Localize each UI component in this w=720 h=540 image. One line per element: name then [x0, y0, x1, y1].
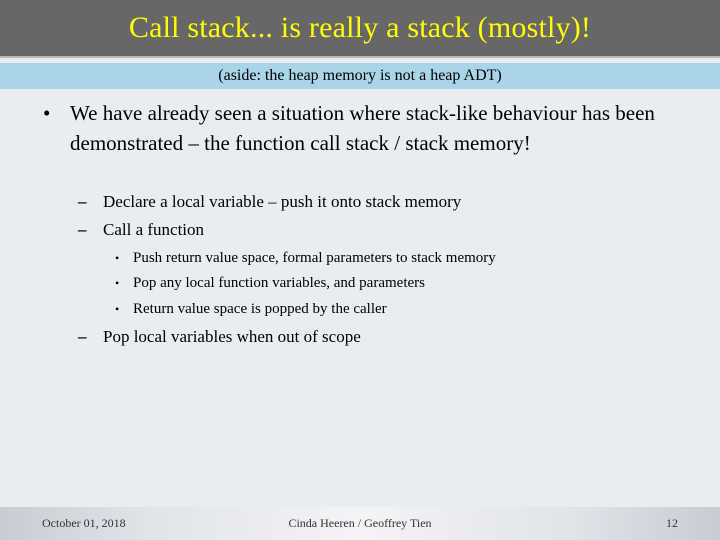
sub-bullet	[78, 192, 461, 212]
sub-sub-bullet	[115, 274, 425, 292]
sub-sub-bullet	[115, 249, 496, 267]
sub-bullet-text: Declare a local variable – push it onto stack memory	[103, 192, 462, 211]
slide-title: Call stack... is really a stack (mostly)!	[128, 11, 592, 44]
dash-marker: –	[78, 192, 87, 211]
sub-bullet-text: Call a function	[103, 220, 205, 239]
dot-marker: •	[115, 251, 120, 265]
footer-date: October 01, 2018	[42, 516, 126, 530]
sub-sub-bullet	[115, 300, 387, 318]
dash-marker: –	[78, 327, 87, 346]
title-bar	[0, 0, 720, 58]
sub-sub-bullet-text: Return value space is popped by the caller	[133, 301, 387, 317]
main-bullet	[43, 99, 683, 158]
footer-authors: Cinda Heeren / Geoffrey Tien	[288, 516, 432, 530]
slide-subtitle: (aside: the heap memory is not a heap ADT)	[218, 67, 502, 84]
sub-bullet	[78, 220, 204, 240]
subtitle-bar	[0, 63, 720, 89]
bullet-marker: •	[43, 101, 51, 125]
sub-bullet-text: Pop local variables when out of scope	[103, 327, 361, 346]
page-number: 12	[666, 516, 678, 530]
dot-marker: •	[115, 276, 120, 290]
sub-bullet	[78, 327, 361, 347]
slide-footer	[0, 507, 720, 540]
dash-marker: –	[78, 220, 87, 239]
main-bullet-text: We have already seen a situation where stack-like behaviour has been demonstrated – the function call stack / stack memory!	[70, 101, 655, 155]
sub-sub-bullet-text: Push return value space, formal parameters to stack memory	[133, 250, 496, 266]
sub-sub-bullet-text: Pop any local function variables, and parameters	[133, 275, 425, 291]
dot-marker: •	[115, 302, 120, 316]
